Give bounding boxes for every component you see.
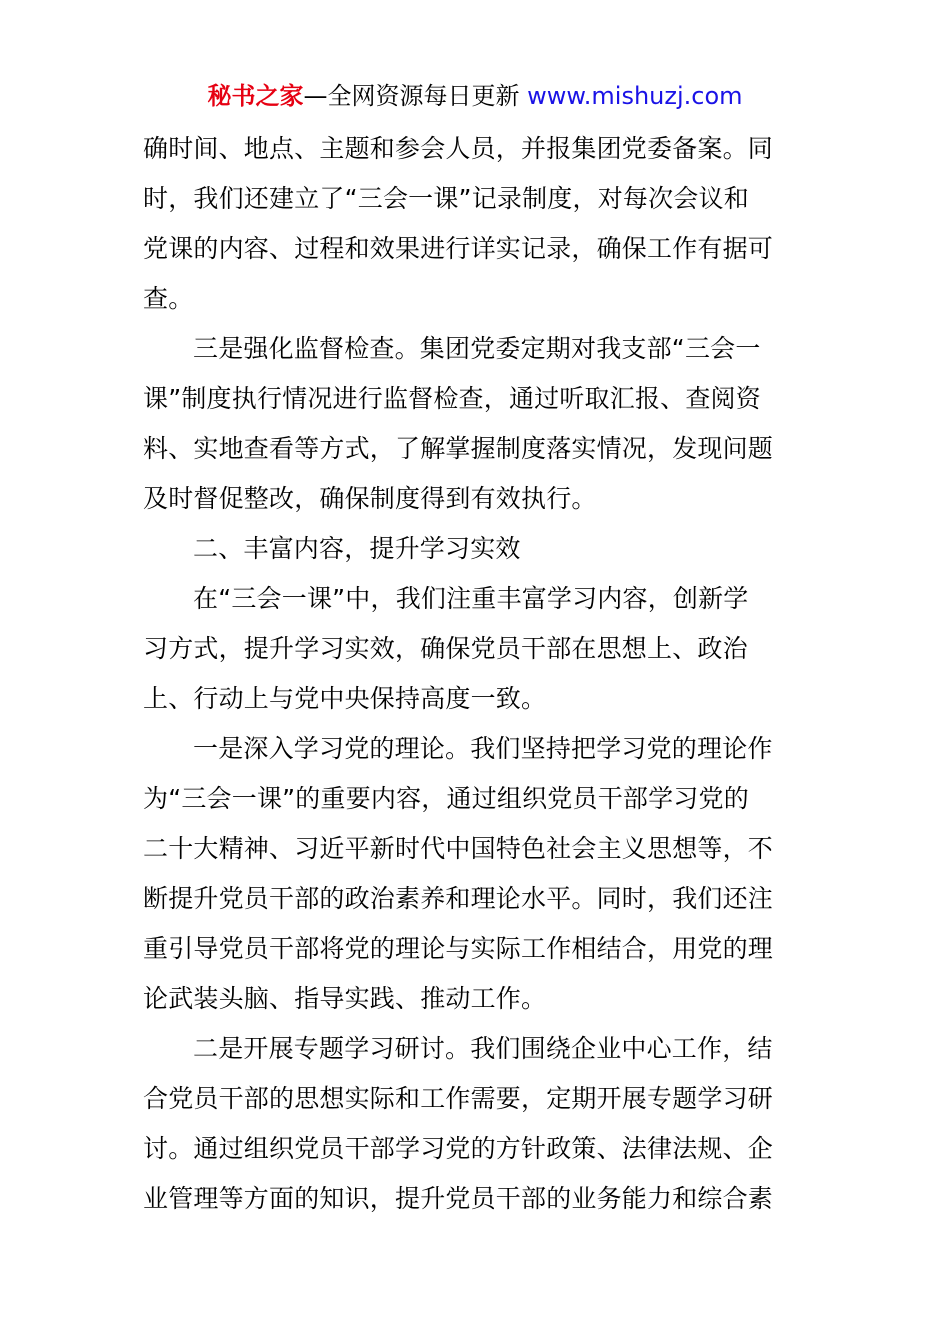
- site-tagline: —全网资源每日更新: [303, 82, 528, 110]
- text-line: 及时督促整改，确保制度得到有效执行。: [143, 484, 597, 513]
- text-line: 为“三会一课”的重要内容，通过组织党员干部学习党的: [143, 784, 749, 813]
- text-line: 论武装头脑、指导实践、推动工作。: [143, 984, 547, 1013]
- text-line: 习方式，提升学习实效，确保党员干部在思想上、政治: [143, 634, 748, 663]
- text-line: 一是深入学习党的理论。我们坚持把学习党的理论作: [193, 734, 773, 763]
- document-body: [143, 124, 809, 1224]
- text-line: 三是强化监督检查。集团党委定期对我支部“三会一: [193, 334, 761, 363]
- text-line: 合党员干部的思想实际和工作需要，定期开展专题学习研: [143, 1084, 774, 1113]
- site-url-link[interactable]: www.mishuzj.com: [527, 82, 743, 110]
- text-line: 二十大精神、习近平新时代中国特色社会主义思想等，不: [143, 834, 774, 863]
- site-brand: 秘书之家: [207, 82, 304, 110]
- text-line: 在“三会一课”中，我们注重丰富学习内容，创新学: [193, 584, 749, 613]
- text-line: 上、行动上与党中央保持高度一致。: [143, 684, 547, 713]
- text-line: 业管理等方面的知识，提升党员干部的业务能力和综合素: [143, 1184, 774, 1213]
- text-line: 课”制度执行情况进行监督检查，通过听取汇报、查阅资: [143, 384, 761, 413]
- text-line: 断提升党员干部的政治素养和理论水平。同时，我们还注: [143, 884, 774, 913]
- text-line: 确时间、地点、主题和参会人员，并报集团党委备案。同: [143, 134, 774, 163]
- text-line: 料、实地查看等方式，了解掌握制度落实情况，发现问题: [143, 434, 774, 463]
- text-line: 查。: [143, 284, 194, 313]
- page-header: [0, 78, 950, 114]
- text-line: 重引导党员干部将党的理论与实际工作相结合，用党的理: [143, 934, 774, 963]
- text-line: 时，我们还建立了“三会一课”记录制度，对每次会议和: [143, 184, 749, 213]
- text-line: 二、丰富内容，提升学习实效: [193, 534, 521, 563]
- text-line: 党课的内容、过程和效果进行详实记录，确保工作有据可: [143, 234, 774, 263]
- text-line: 讨。通过组织党员干部学习党的方针政策、法律法规、企: [143, 1134, 774, 1163]
- text-line: 二是开展专题学习研讨。我们围绕企业中心工作，结: [193, 1034, 773, 1063]
